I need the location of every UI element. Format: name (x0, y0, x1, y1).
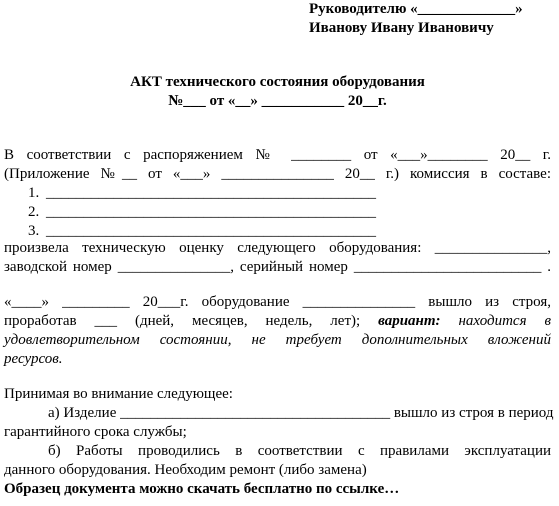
document-title (4, 73, 551, 111)
commission-member-1: 1. ____________________________________________ (28, 185, 376, 201)
download-link-text[interactable]: Образец документа можно скачать бесплатно по ссылке… (4, 481, 400, 497)
order-line-2: (Приложение №__ от «___» _______________ 20__ г.) комиссия в составе: (4, 166, 551, 182)
paragraph-equipment (4, 239, 551, 277)
paragraph-considerations (4, 385, 554, 499)
commission-member-2: 2. ____________________________________________ (28, 204, 376, 220)
item-a-line-1: а) Изделие ____________________________________ вышло из строя в период (48, 405, 554, 421)
addressee-line-2: Иванову Ивану Ивановичу (309, 20, 494, 36)
variant-label: вариант: (378, 313, 441, 329)
failure-line-4: ресурсов. (4, 351, 63, 367)
paragraph-failure (4, 293, 551, 369)
item-b-line-1: б) Работы проводились в соответствии с правилами эксплуатации (48, 443, 551, 459)
title-line-1: АКТ технического состояния оборудования (130, 74, 425, 90)
addressee-line-1: Руководителю «_____________» (309, 1, 523, 17)
considerations-intro: Принимая во внимание следующее: (4, 386, 233, 402)
failure-line-2: проработав ___ (дней, месяцев, недель, лет); вариант: находится в (4, 313, 552, 329)
title-line-2: №___ от «__» ___________ 20__г. (168, 93, 387, 109)
failure-line-1: «____» _________ 20___г. оборудование _______________ вышло из строя, (4, 294, 551, 310)
equipment-line-1: произвела техническую оценку следующего оборудования: _______________, (4, 240, 551, 256)
equipment-line-2: заводской номер _______________, серийный номер _________________________ . (4, 259, 551, 275)
item-b-line-2: данного оборудования. Необходим ремонт (либо замена) (4, 462, 367, 478)
commission-list (4, 184, 551, 241)
order-line-1: В соответствии с распоряжением № ________ от «___»________ 20__ г. (4, 147, 551, 163)
failure-line-3: удовлетворительном состоянии, не требует дополнительных вложений (4, 332, 551, 348)
paragraph-order (4, 146, 551, 184)
item-a-line-2: гарантийного срока службы; (4, 424, 187, 440)
commission-member-3: 3. ____________________________________________ (28, 223, 376, 239)
addressee-block (309, 0, 523, 38)
